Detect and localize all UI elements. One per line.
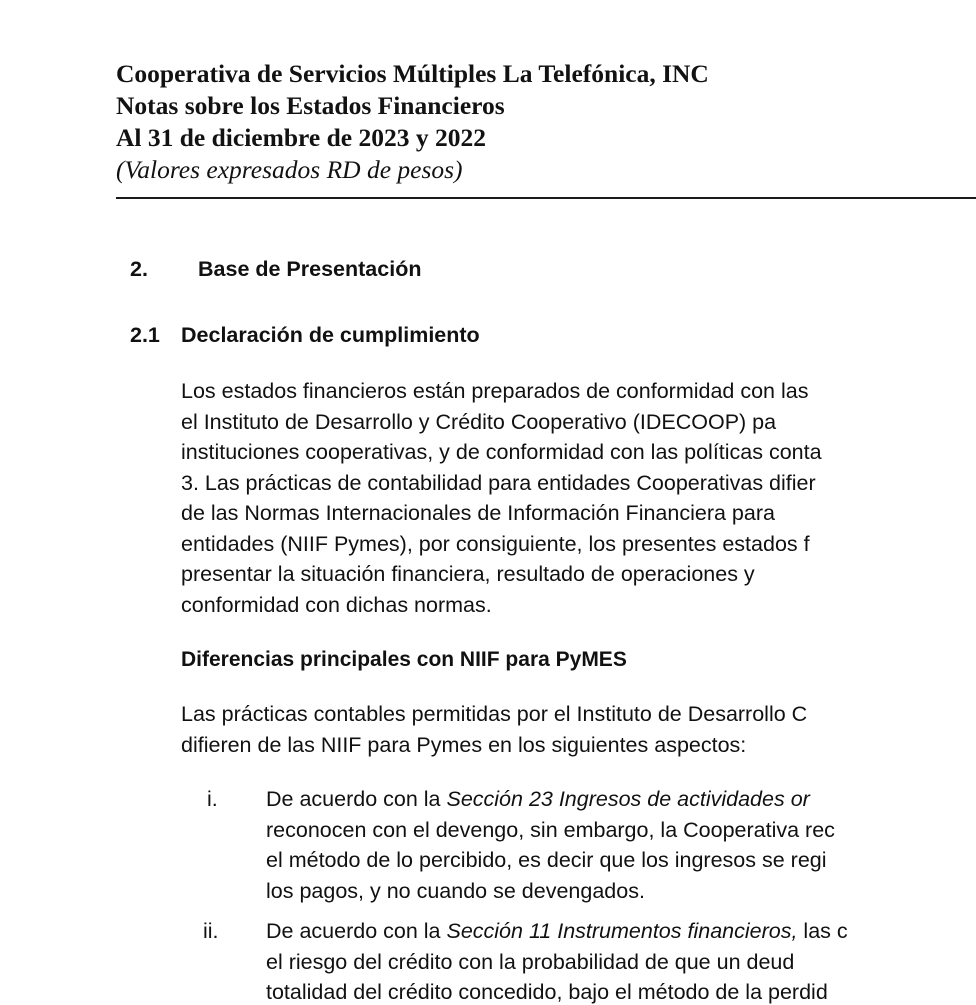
section-title: Base de Presentación	[198, 257, 422, 281]
document-header	[116, 58, 709, 186]
list-item-marker: ii.	[203, 919, 219, 943]
list-item-line: totalidad del crédito concedido, bajo el método de la perdid	[266, 980, 828, 1004]
paragraph-line: conformidad con dichas normas.	[181, 592, 492, 617]
list-item-line: reconocen con el devengo, sin embargo, la Cooperativa rec	[266, 817, 835, 842]
paragraph-line: Los estados financieros están preparados de conformidad con las	[181, 379, 809, 403]
compliance-paragraph	[181, 376, 822, 620]
list-item	[266, 784, 835, 906]
section-number: 2.	[130, 257, 148, 281]
paragraph-line: Las prácticas contables permitidas por el Instituto de Desarrollo C	[181, 702, 808, 726]
differences-intro	[181, 699, 807, 760]
subsection-title: Declaración de cumplimiento	[181, 323, 480, 347]
subsection-number: 2.1	[130, 323, 160, 347]
header-divider	[116, 197, 976, 199]
list-item-line: los pagos, y no cuando se devengados.	[266, 878, 645, 903]
differences-heading: Diferencias principales con NIIF para PyMES	[181, 648, 627, 671]
list-item-line: el riesgo del crédito con la probabilidad de que un deud	[266, 949, 795, 974]
list-item	[266, 916, 848, 1005]
currency-note: (Valores expresados RD de pesos)	[116, 155, 463, 184]
company-name: Cooperativa de Servicios Múltiples La Telefónica, INC	[116, 59, 709, 88]
paragraph-line: de las Normas Internacionales de Información Financiera para	[181, 501, 775, 525]
list-item-line: De acuerdo con la Sección 23 Ingresos de actividades or	[266, 787, 810, 811]
list-item-line: De acuerdo con la Sección 11 Instrumentos financieros, las c	[266, 919, 848, 943]
paragraph-line: 3. Las prácticas de contabilidad para entidades Cooperativas difier	[181, 470, 816, 495]
paragraph-line: instituciones cooperativas, y de conformidad con las políticas conta	[181, 440, 822, 464]
paragraph-line: difieren de las NIIF para Pymes en los siguientes aspectos:	[181, 732, 747, 757]
paragraph-line: el Instituto de Desarrollo y Crédito Cooperativo (IDECOOP) pa	[181, 409, 777, 434]
paragraph-line: presentar la situación financiera, resultado de operaciones y	[181, 562, 755, 586]
list-item-line: el método de lo percibido, es decir que los ingresos se regi	[266, 848, 827, 872]
report-date: Al 31 de diciembre de 2023 y 2022	[116, 123, 486, 152]
list-item-marker: i.	[207, 787, 218, 811]
document-title: Notas sobre los Estados Financieros	[116, 91, 505, 120]
paragraph-line: entidades (NIIF Pymes), por consiguiente, los presentes estados f	[181, 531, 810, 556]
